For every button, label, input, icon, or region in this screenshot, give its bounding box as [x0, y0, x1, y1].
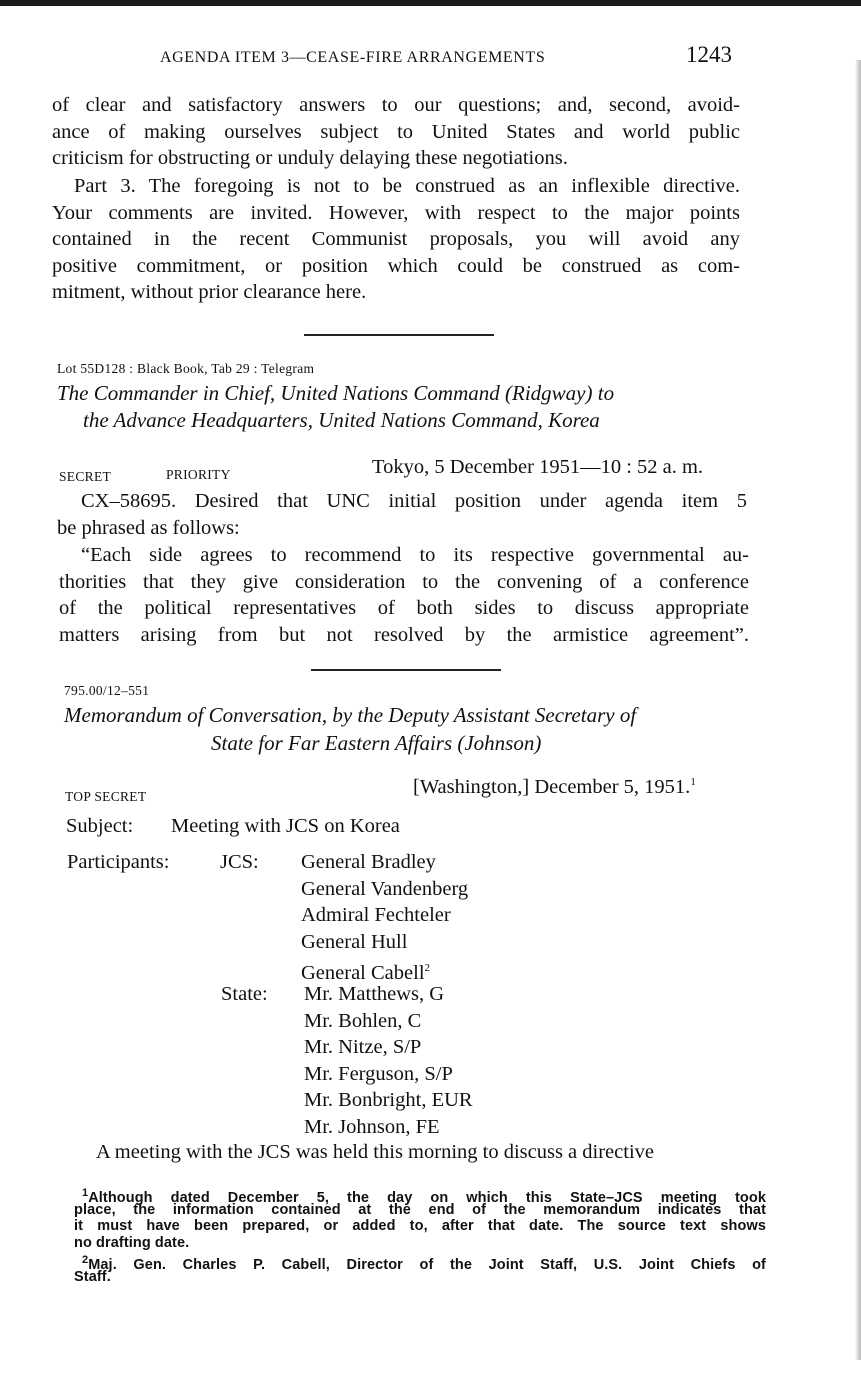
text-line: contained in the recent Communist proposals, you will avoid any — [52, 228, 740, 250]
section-divider — [304, 334, 494, 336]
jcs-label: JCS: — [220, 851, 259, 873]
footnote-text: Although dated December 5, the day on which this State–JCS meeting took — [88, 1189, 766, 1206]
footnote-line: it must have been prepared, or added to, after that date. The source text shows — [74, 1218, 766, 1234]
footnote-1 — [74, 1185, 766, 1251]
participant-name: General Hull — [301, 930, 408, 953]
jcs-participant-list — [301, 849, 468, 987]
telegram-quote — [59, 542, 749, 648]
place-date-text: [Washington,] December 5, 1951. — [413, 776, 691, 798]
priority-label: PRIORITY — [166, 467, 231, 482]
footnote-mark: 2 — [82, 1254, 89, 1266]
participant-name: Mr. Johnson, FE — [304, 1115, 440, 1138]
text-line: be phrased as follows: — [57, 516, 240, 539]
classification-label: SECRET — [59, 469, 112, 484]
place-date-line: Tokyo, 5 December 1951—10 : 52 a. m. — [372, 456, 704, 478]
document-source-reference: 795.00/12–551 — [64, 683, 150, 698]
text-line: CX–58695. Desired that UNC initial position under agenda item 5 — [81, 490, 747, 512]
state-label: State: — [221, 983, 268, 1005]
document-title: the Advance Headquarters, United Nations Command, Korea — [83, 408, 600, 432]
document-title: Memorandum of Conversation, by the Deputy Assistant Secretary of — [64, 703, 637, 727]
participant-name: Mr. Nitze, S/P — [304, 1036, 422, 1059]
intro-paragraph — [52, 92, 740, 172]
text-line: “Each side agrees to recommend to its respective governmental au- — [81, 544, 749, 566]
footnote-text: Maj. Gen. Charles P. Cabell, Director of the Joint Staff, U.S. Joint Chiefs of — [88, 1256, 766, 1273]
text-line: matters arising from but not resolved by the armistice agreement”. — [59, 623, 749, 646]
place-date-line — [413, 776, 696, 799]
document-title: The Commander in Chief, United Nations Command (Ridgway) to — [57, 381, 615, 405]
running-header: AGENDA ITEM 3—CEASE-FIRE ARRANGEMENTS — [160, 49, 546, 66]
footnote-ref: 1 — [690, 776, 696, 789]
text-line: Your comments are invited. However, with respect to the major points — [52, 201, 740, 224]
footnote-line: Staff. — [74, 1268, 111, 1285]
text-line: Part 3. The foregoing is not to be construed as an inflexible directive. — [74, 175, 740, 197]
classification-label: TOP SECRET — [65, 789, 147, 804]
text-line: of clear and satisfactory answers to our questions; and, second, avoid- — [52, 94, 740, 116]
participant-name: Admiral Fechteler — [301, 904, 451, 927]
footnote-line: no drafting date. — [74, 1234, 190, 1251]
footnote-line — [74, 1252, 766, 1273]
page-top-border — [0, 0, 861, 6]
participant-name: General Bradley — [301, 851, 436, 873]
participant-name: General Cabell — [301, 962, 425, 985]
state-participant-list — [304, 981, 473, 1141]
footnote-2 — [74, 1252, 766, 1285]
document-title: State for Far Eastern Affairs (Johnson) — [211, 731, 542, 755]
text-line: criticism for obstructing or unduly delaying these negotiations. — [52, 147, 568, 169]
text-line: positive commitment, or position which could be construed as com- — [52, 254, 740, 277]
footnote-mark: 1 — [82, 1187, 89, 1199]
participant-name: Mr. Matthews, G — [304, 983, 445, 1005]
footnote-ref: 2 — [424, 962, 431, 975]
page-number: 1243 — [686, 42, 732, 67]
text-line: ance of making ourselves subject to United States and world public — [52, 120, 740, 143]
participant-name: Mr. Bonbright, EUR — [304, 1089, 473, 1112]
page-edge-shadow — [855, 60, 861, 1360]
document-source-reference: Lot 55D128 : Black Book, Tab 29 : Telegram — [57, 361, 315, 376]
footnote-line: place, the information contained at the end of the memorandum indicates that — [74, 1201, 766, 1218]
part3-paragraph — [52, 173, 740, 306]
footnote-line — [74, 1185, 766, 1206]
participant-name: General Vandenberg — [301, 877, 469, 900]
telegram-body — [57, 488, 747, 541]
memorandum-body-text: A meeting with the JCS was held this morning to discuss a directive — [96, 1141, 654, 1163]
participant-name: Mr. Bohlen, C — [304, 1009, 422, 1032]
participant-name: Mr. Ferguson, S/P — [304, 1062, 453, 1085]
participants-label: Participants: — [67, 851, 170, 873]
text-line: mitment, without prior clearance here. — [52, 281, 367, 303]
text-line: thorities that they give consideration to the convening of a conference — [59, 570, 749, 593]
subject-value: Meeting with JCS on Korea — [171, 815, 400, 837]
text-line: of the political representatives of both sides to discuss appropriate — [59, 597, 749, 619]
section-divider — [311, 669, 501, 671]
subject-label: Subject: — [66, 815, 134, 837]
